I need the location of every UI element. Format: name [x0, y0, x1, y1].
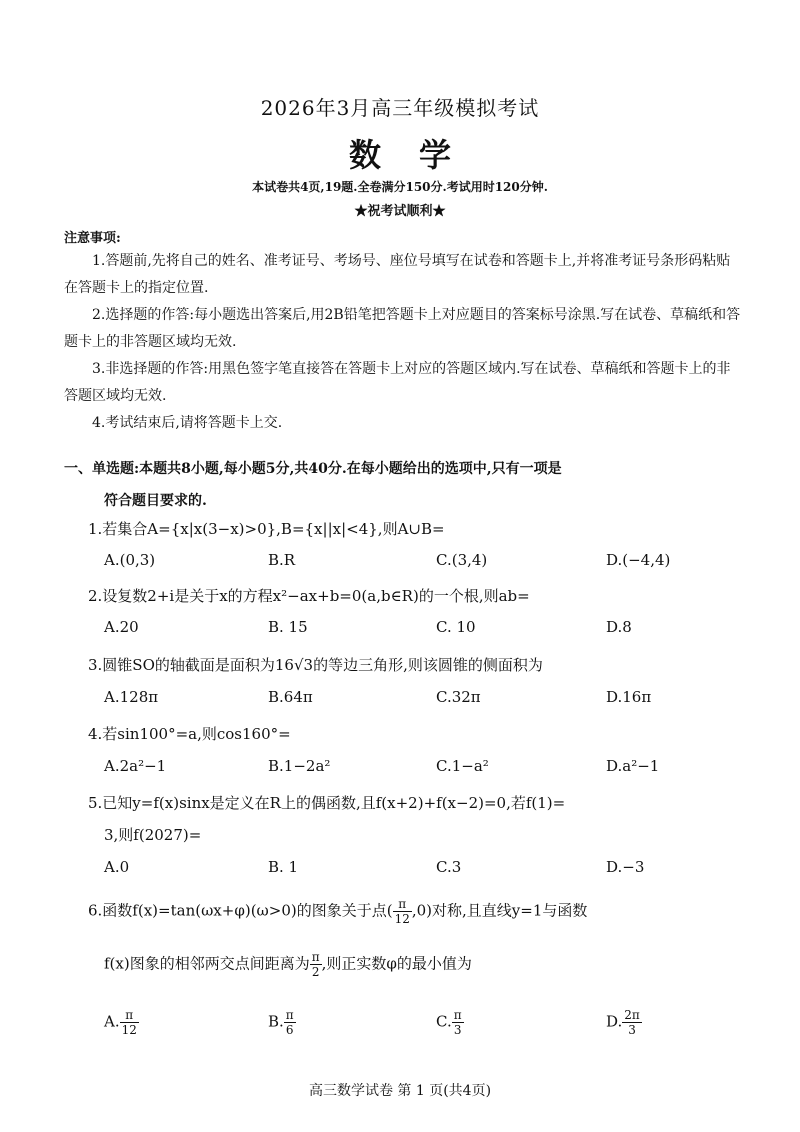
question-6-stem-line2	[104, 950, 472, 979]
frac-numerator: π	[311, 950, 320, 964]
question-2-option-a: A.20	[104, 618, 139, 636]
question-5-option-d: D.−3	[606, 858, 645, 876]
q6-l2-fraction	[310, 950, 322, 979]
question-4-option-b: B.1−2a²	[268, 757, 331, 775]
option-fraction	[452, 1008, 464, 1037]
section-heading-line2: 符合题目要求的.	[104, 493, 207, 509]
question-3-option-d: D.16π	[606, 688, 652, 706]
question-4-option-d: D.a²−1	[606, 757, 660, 775]
q6-l1-b: ,0)对称,且直线y=1与函数	[411, 901, 588, 920]
question-2-stem: 2.设复数2+i是关于x的方程x²−ax+b=0(a,b∈R)的一个根,则ab=	[88, 587, 530, 605]
question-4-stem: 4.若sin100°=a,则cos160°=	[88, 725, 291, 743]
frac-denominator: 2	[311, 965, 320, 979]
section-heading-line1: 一、单选题:本题共8小题,每小题5分,共40分.在每小题给出的选项中,只有一项是	[64, 461, 562, 477]
q6-l1-a: 6.函数f(x)=tan(ωx+φ)(ω>0)的图象关于点(	[88, 901, 393, 920]
frac-numerator: π	[120, 1008, 139, 1023]
question-1-option-b: B.R	[268, 551, 296, 569]
frac-numerator: π	[393, 897, 412, 912]
note-item: 1.答题前,先将自己的姓名、准考证号、考场号、座位号填写在试卷和答题卡上,并将准考证号条形码粘贴在答题卡上的指定位置.	[64, 253, 731, 296]
option-fraction	[120, 1008, 139, 1037]
question-1-option-c: C.(3,4)	[436, 551, 488, 569]
question-1-stem: 1.若集合A={x|x(3−x)>0},B={x||x|<4},则A∪B=	[88, 520, 445, 538]
frac-numerator: 2π	[624, 1008, 640, 1022]
notes-heading: 注意事项:	[64, 231, 121, 246]
question-6-stem-line1	[88, 897, 587, 926]
option-fraction	[622, 1008, 642, 1037]
question-3-option-a: A.128π	[104, 688, 159, 706]
question-5-stem-line1: 5.已知y=f(x)sinx是定义在R上的偶函数,且f(x+2)+f(x−2)=0,若f(1)=	[88, 794, 566, 812]
question-6-option-b	[268, 1008, 296, 1037]
question-2-option-b: B. 15	[268, 618, 308, 636]
note-item: 3.非选择题的作答:用黑色签字笔直接答在答题卡上对应的答题区域内.写在试卷、草稿纸和答题卡上的非答题区域均无效.	[64, 361, 731, 404]
option-fraction	[284, 1008, 296, 1037]
question-3-option-b: B.64π	[268, 688, 313, 706]
question-5-option-c: C.3	[436, 858, 462, 876]
question-1-option-d: D.(−4,4)	[606, 551, 671, 569]
frac-denominator: 3	[453, 1023, 462, 1037]
question-5-option-b: B. 1	[268, 858, 299, 876]
question-3-option-c: C.32π	[436, 688, 481, 706]
subject-title: 数学	[348, 136, 489, 174]
exam-title: 2026年3月高三年级模拟考试	[260, 96, 540, 120]
option-prefix: A.	[104, 1012, 120, 1031]
slogan: ★祝考试顺利★	[354, 204, 446, 219]
q6-l1-fraction	[393, 897, 412, 926]
option-prefix: C.	[436, 1012, 452, 1031]
question-4-option-a: A.2a²−1	[104, 757, 167, 775]
q6-l2-b: ,则正实数φ的最小值为	[321, 954, 472, 973]
frac-denominator: 6	[285, 1023, 294, 1037]
frac-denominator: 12	[394, 912, 410, 926]
question-6-option-c	[436, 1008, 464, 1037]
exam-info: 本试卷共4页,19题.全卷满分150分.考试用时120分钟.	[252, 180, 548, 194]
option-prefix: B.	[268, 1012, 284, 1031]
section-heading	[64, 453, 764, 517]
question-2-option-c: C. 10	[436, 618, 476, 636]
page-footer: 高三数学试卷 第 1 页(共4页)	[308, 1083, 492, 1099]
note-item: 4.考试结束后,请将答题卡上交.	[92, 415, 283, 431]
question-2-option-d: D.8	[606, 618, 632, 636]
note-item: 2.选择题的作答:每小题选出答案后,用2B铅笔把答题卡上对应题目的答案标号涂黑.写在试卷、草稿纸和答题卡上的非答题区域均无效.	[64, 307, 741, 350]
question-4-option-c: C.1−a²	[436, 757, 489, 775]
question-6-option-a	[104, 1008, 139, 1037]
question-5-option-a: A.0	[104, 858, 130, 876]
q6-l2-a: f(x)图象的相邻两交点间距离为	[104, 954, 310, 973]
option-prefix: D.	[606, 1012, 623, 1031]
frac-numerator: π	[285, 1008, 294, 1022]
question-6-option-d	[606, 1008, 642, 1037]
frac-denominator: 12	[121, 1023, 137, 1037]
question-3-stem: 3.圆锥SO的轴截面是面积为16√3的等边三角形,则该圆锥的侧面积为	[88, 656, 543, 674]
question-5-stem-line2: 3,则f(2027)=	[104, 826, 202, 844]
frac-denominator: 3	[628, 1023, 636, 1037]
frac-numerator: π	[453, 1008, 462, 1022]
question-1-option-a: A.(0,3)	[104, 551, 156, 569]
